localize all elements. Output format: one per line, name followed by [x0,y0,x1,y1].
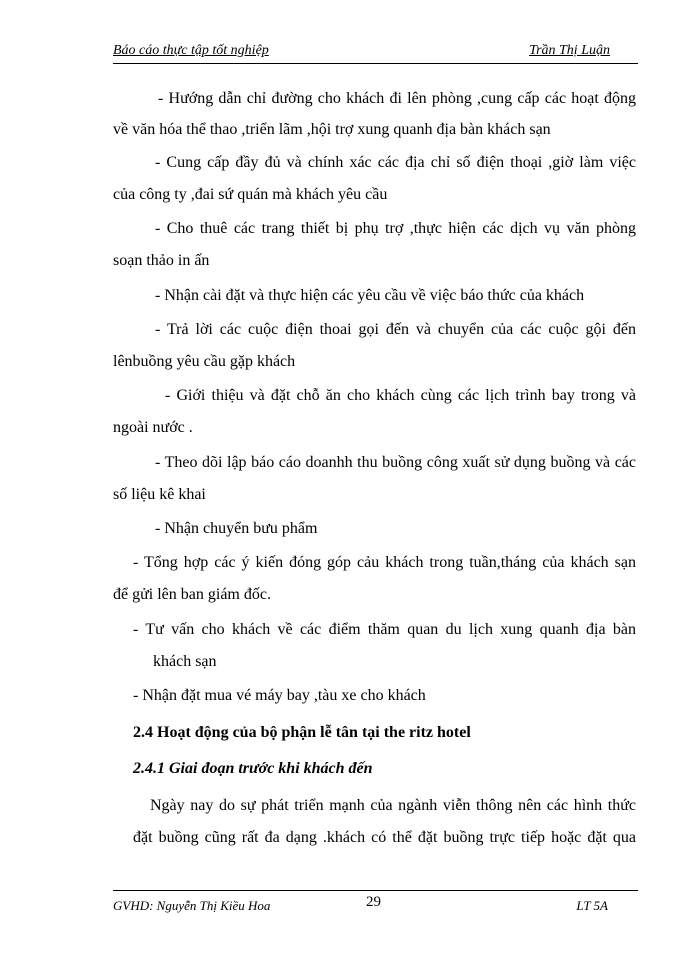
footer-supervisor: GVHD: Nguyễn Thị Kiều Hoa [113,898,271,913]
text-line: số liệu kê khai [113,486,206,503]
text-line: - Nhận đặt mua vé máy bay ,tàu xe cho khách [133,687,426,704]
text-line: - Tổng hợp các ý kiến đóng góp cảu khách trong tuần,tháng của khách sạn [133,554,636,571]
subsection-heading: 2.4.1 Giai đoạn trước khi khách đến [133,760,373,777]
text-line: để gửi lên ban giám đốc. [113,586,271,603]
text-line: ngoài nước . [113,419,193,436]
text-line: - Cung cấp đầy đủ và chính xác các địa chỉ số điện thoại ,giờ làm việc [155,154,636,171]
text-line: soạn thảo in ấn [113,252,210,269]
page-footer [113,890,638,921]
text-line: - Nhận cài đặt và thực hiện các yêu cầu về việc báo thức của khách [155,287,585,304]
text-line: - Hướng dẫn chỉ đường cho khách đi lên phòng ,cung cấp các hoạt động [158,90,636,107]
paragraph-line: đặt buồng cũng rất đa dạng .khách có thể đặt buồng trực tiếp hoặc đặt qua [133,829,636,846]
text-line: - Trả lời các cuộc điện thoai gọi đến và chuyển của các cuộc gội đến [155,321,636,338]
paragraph-line: Ngày nay do sự phát triển mạnh của ngành viễn thông nên các hình thức [150,797,636,814]
page-header [113,41,638,64]
text-line: - Theo dõi lập báo cáo doanhh thu buồng công xuất sử dụng buồng và các [155,454,636,471]
text-line: - Cho thuê các trang thiết bị phụ trợ ,thực hiện các dịch vụ văn phòng [155,220,636,237]
text-line: của công ty ,đai sứ quán mà khách yêu cầu [113,186,388,203]
footer-class: LT 5A [576,898,608,913]
text-line: - Giới thiệu và đặt chỗ ăn cho khách cùng các lịch trình bay trong và [165,387,636,404]
text-line: lênbuồng yêu cầu gặp khách [113,353,296,370]
text-line: - Nhận chuyển bưu phẩm [155,520,318,537]
section-heading: 2.4 Hoạt động của bộ phận lễ tân tại the ritz hotel [133,724,471,741]
header-report-title: Báo cáo thực tập tốt nghiệp [113,43,269,58]
page-number: 29 [366,894,381,910]
text-line: - Tư vấn cho khách về các điểm thăm quan du lịch xung quanh địa bàn [133,621,636,638]
header-author: Trần Thị Luận [529,43,610,58]
text-line: khách sạn [153,653,217,670]
text-line: về văn hóa thể thao ,triển lãm ,hội trợ xung quanh địa bàn khách sạn [113,121,551,138]
